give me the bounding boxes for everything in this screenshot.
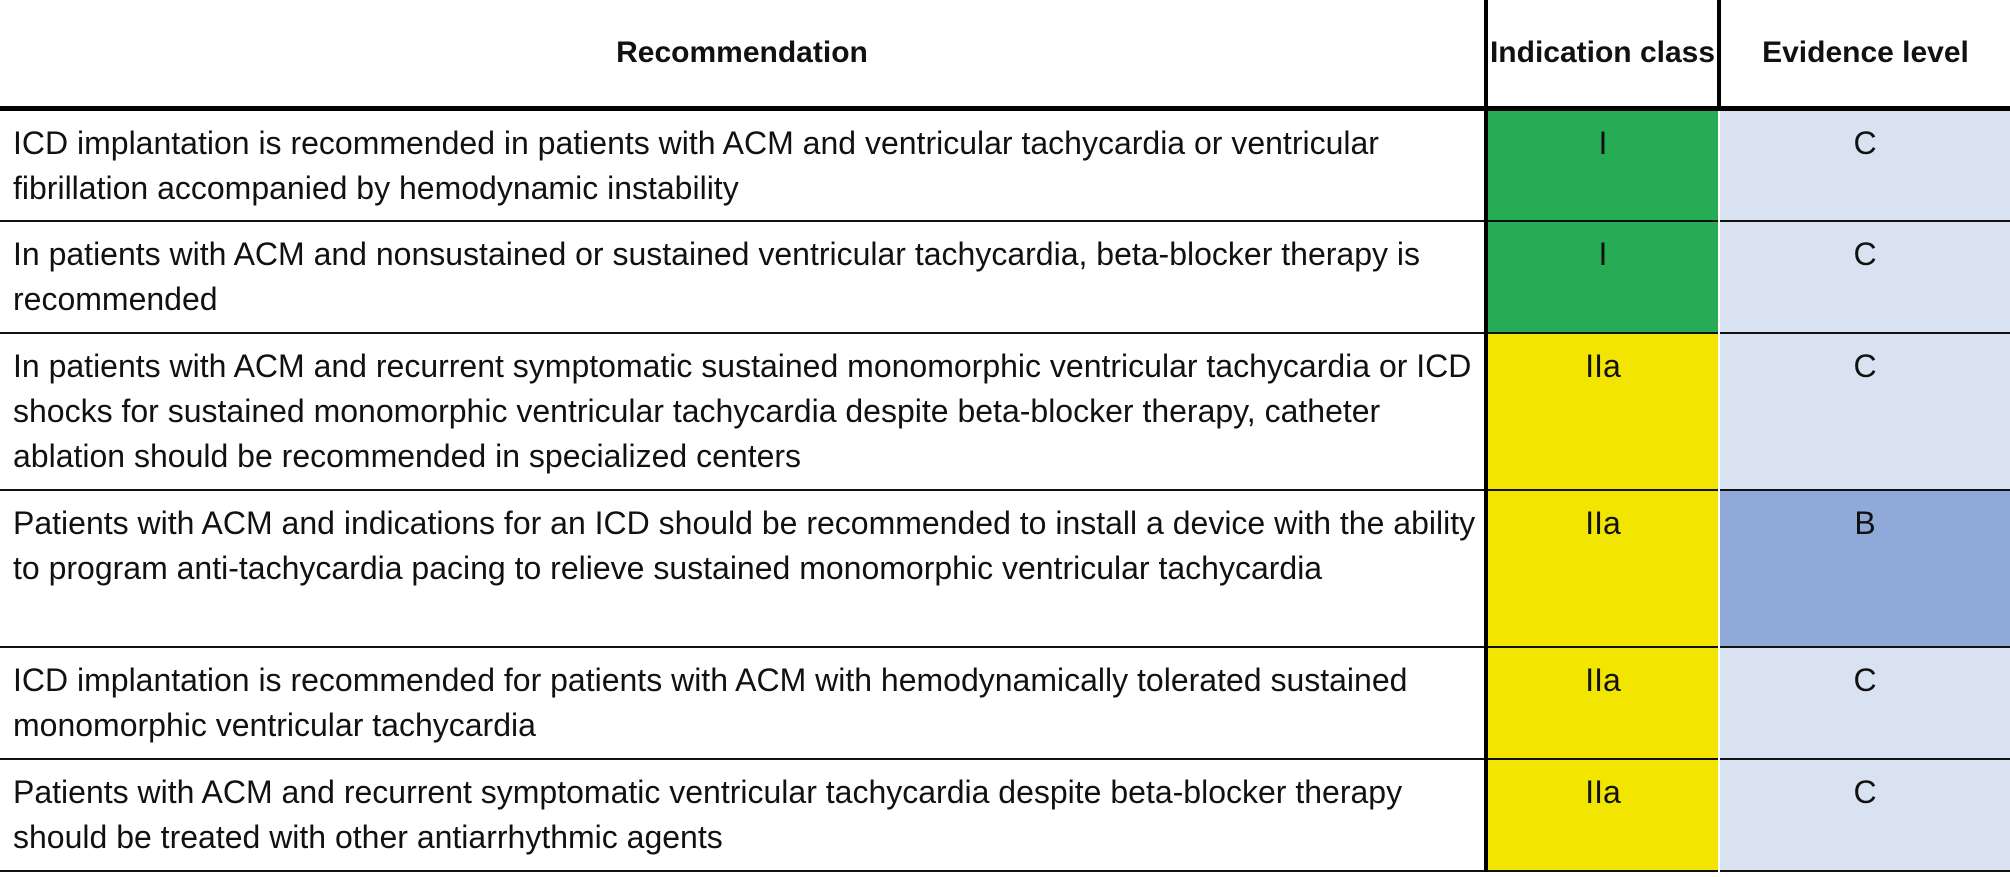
indication-class-cell: IIa	[1486, 647, 1719, 759]
evidence-level-cell: C	[1719, 333, 2010, 490]
table-row	[0, 759, 2010, 871]
recommendation-cell: Patients with ACM and indications for an ICD should be recommended to install a device with the ability to program anti-tachycardia pacing to relieve sustained monomorphic ventricular tachycardia	[0, 490, 1486, 647]
table-header-row	[0, 0, 2010, 109]
table-row	[0, 647, 2010, 759]
recommendation-cell: Patients with ACM and recurrent symptomatic ventricular tachycardia despite beta-blocker therapy should be treated with other antiarrhythmic agents	[0, 759, 1486, 871]
table-row	[0, 333, 2010, 490]
evidence-level-cell: C	[1719, 647, 2010, 759]
indication-class-cell: I	[1486, 109, 1719, 221]
indication-class-cell: IIa	[1486, 333, 1719, 490]
evidence-level-cell: C	[1719, 759, 2010, 871]
recommendation-cell: ICD implantation is recommended in patients with ACM and ventricular tachycardia or ventricular fibrillation accompanied by hemodynamic instability	[0, 109, 1486, 221]
recommendation-cell: ICD implantation is recommended for patients with ACM with hemodynamically tolerated sustained monomorphic ventricular tachycardia	[0, 647, 1486, 759]
evidence-level-cell: C	[1719, 109, 2010, 221]
recommendation-cell: In patients with ACM and nonsustained or sustained ventricular tachycardia, beta-blocker therapy is recommended	[0, 221, 1486, 333]
indication-class-cell: IIa	[1486, 759, 1719, 871]
indication-class-cell: IIa	[1486, 490, 1719, 647]
table-row	[0, 490, 2010, 647]
table-row	[0, 109, 2010, 221]
header-evidence-level: Evidence level	[1719, 0, 2010, 109]
evidence-level-cell: C	[1719, 221, 2010, 333]
header-recommendation: Recommendation	[0, 0, 1486, 109]
table-row	[0, 221, 2010, 333]
indication-class-cell: I	[1486, 221, 1719, 333]
recommendation-cell: In patients with ACM and recurrent symptomatic sustained monomorphic ventricular tachycardia or ICD shocks for sustained monomorphic ventricular tachycardia despite beta-blocker therapy, catheter ablation should be recommended in specialized centers	[0, 333, 1486, 490]
header-indication-class: Indication class	[1486, 0, 1719, 109]
evidence-level-cell: B	[1719, 490, 2010, 647]
